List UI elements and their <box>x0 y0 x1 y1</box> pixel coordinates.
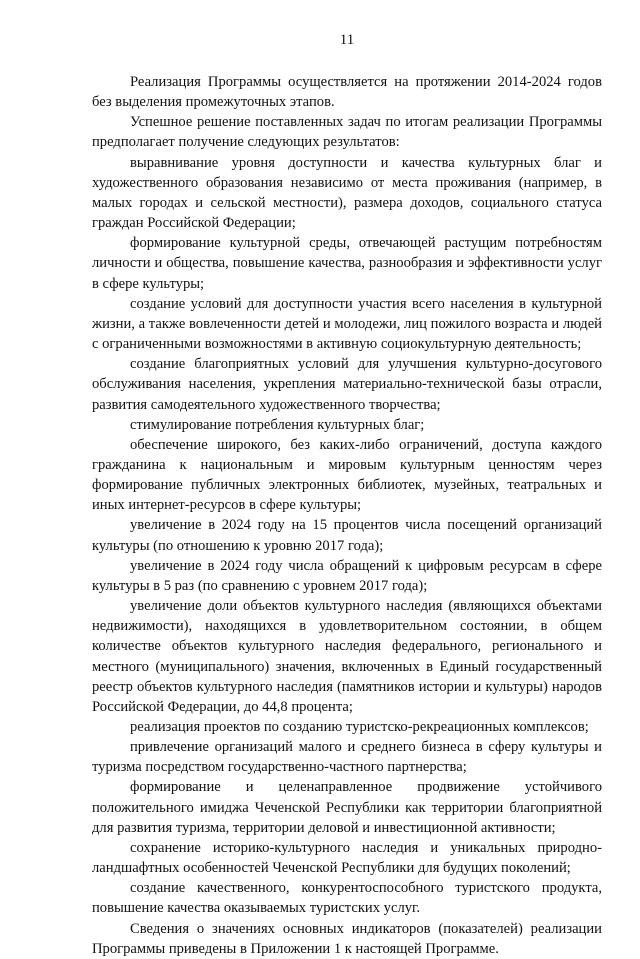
paragraph: формирование и целенаправленное продвижение устойчивого положительного имиджа Чеченской Республики как территории благоприятной для развития туризма, территории деловой и инвестиционной активности; <box>92 779 602 836</box>
paragraph: обеспечение широкого, без каких-либо ограничений, доступа каждого гражданина к национальным и мировым культурным ценностям через формирование публичных электронных библиотек, музейных, театральных и иных интернет-ресурсов в сфере культуры; <box>92 436 602 514</box>
paragraph: реализация проектов по созданию туристско-рекреационных комплексов; <box>130 719 589 735</box>
paragraph: выравнивание уровня доступности и качества культурных благ и художественного образования независимо от места проживания (например, в малых городах и сельской местности), размера доходов, социального статуса граждан Российской Федерации; <box>92 154 602 232</box>
paragraph: Успешное решение поставленных задач по итогам реализации Программы предполагает получение следующих результатов: <box>92 114 602 151</box>
paragraph: создание качественного, конкурентоспособного туристского продукта, повышение качества оказываемых туристских услуг. <box>92 880 602 917</box>
paragraph: стимулирование потребления культурных благ; <box>130 416 425 433</box>
paragraph: увеличение доли объектов культурного наследия (являющихся объектами недвижимости), находящихся в удовлетворительном состоянии, в общем количестве объектов культурного наследия федерального, регионального и местного (муниципального) значения, включенных в Единый государственный реестр объектов культурного наследия (памятников истории и культуры) народов Российской Федерации, до 44,8 процента; <box>92 598 602 715</box>
paragraph: Сведения о значениях основных индикаторов (показателей) реализации Программы приведены в Приложении 1 к настоящей Программе. <box>92 920 602 957</box>
paragraph: формирование культурной среды, отвечающей растущим потребностям личности и общества, повышение качества, разнообразия и эффективности услуг в сфере культуры; <box>92 235 602 292</box>
paragraph: сохранение историко-культурного наследия и уникальных природно-ландшафтных особенностей Чеченской Республики для будущих поколений; <box>92 839 602 877</box>
document-body <box>92 72 602 959</box>
paragraph: создание благоприятных условий для улучшения культурно-досугового обслуживания населения, укрепления материально-технической базы отрасли, развития самодеятельного художественного творчества; <box>92 356 602 413</box>
page-number: 11 <box>339 32 355 48</box>
paragraph: увеличение в 2024 году числа обращений к цифровым ресурсам в сфере культуры в 5 раз (по сравнению с уровнем 2017 года); <box>92 557 602 594</box>
paragraph: Реализация Программы осуществляется на протяжении 2014-2024 годов без выделения промежуточных этапов. <box>92 74 602 111</box>
paragraph: увеличение в 2024 году на 15 процентов числа посещений организаций культуры (по отношению к уровню 2017 года); <box>92 517 602 554</box>
paragraph: создание условий для доступности участия всего населения в культурной жизни, а также вовлеченности детей и молодежи, лиц пожилого возраста и людей с ограниченными возможностями в активную социокультурную деятельность; <box>92 295 602 353</box>
paragraph: привлечение организаций малого и среднего бизнеса в сферу культуры и туризма посредством государственно-частного партнерства; <box>92 739 602 776</box>
